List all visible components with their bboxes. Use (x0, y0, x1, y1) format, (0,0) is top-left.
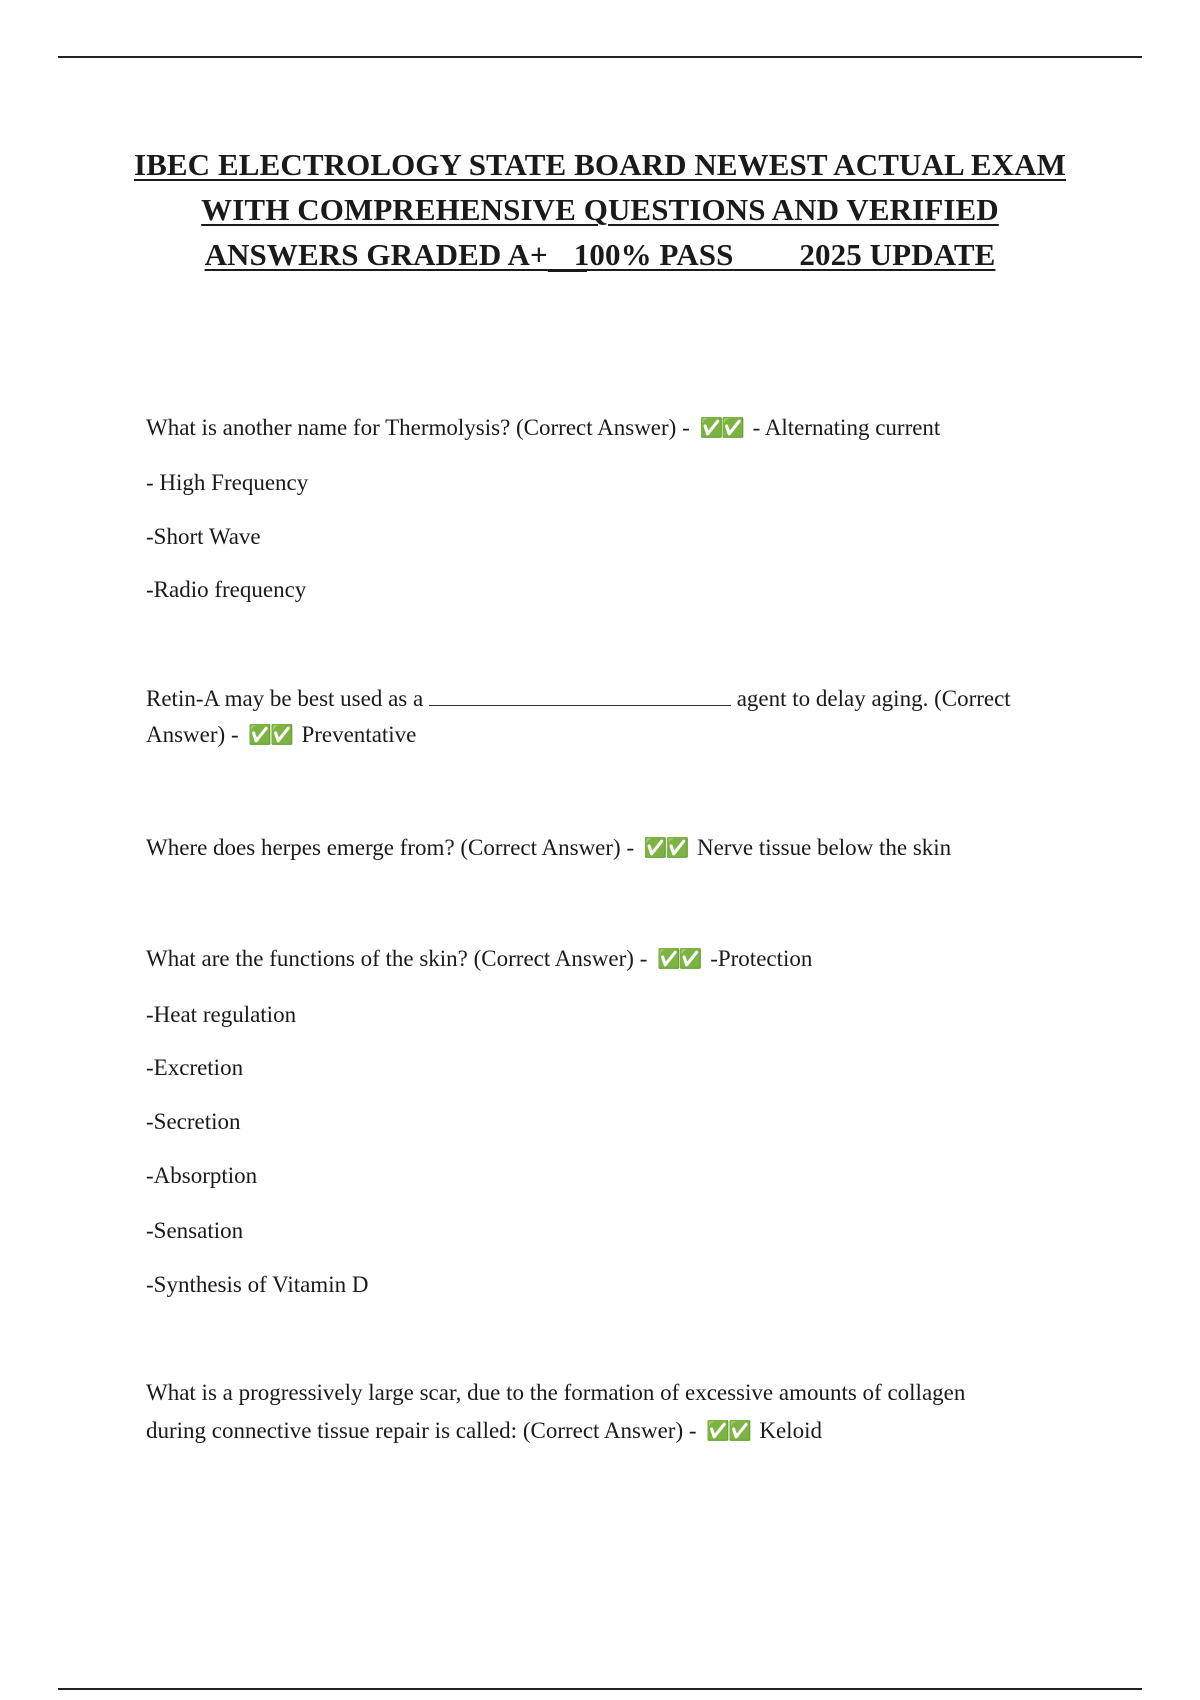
answer-continuation: -Absorption (146, 1163, 258, 1188)
top-rule (58, 56, 1142, 58)
answer-continuation: -Short Wave (146, 524, 261, 549)
answer-text: -Protection (710, 946, 813, 971)
question-text: Retin-A may be best used as a (146, 686, 424, 711)
answer-continuation: - High Frequency (146, 470, 309, 495)
question-text: What are the functions of the skin? (Correct Answer) - (146, 946, 648, 971)
answer-continuation: -Synthesis of Vitamin D (146, 1272, 369, 1297)
title-line-1: IBEC ELECTROLOGY STATE BOARD NEWEST ACTUAL EXAM (133, 147, 1067, 182)
qa-item-4 (146, 941, 1096, 977)
answer-continuation: -Sensation (146, 1218, 244, 1243)
bottom-rule (58, 1688, 1142, 1690)
answer-continuation: -Excretion (146, 1055, 244, 1080)
answer-text: - Alternating current (752, 415, 941, 440)
answer-text: Nerve tissue below the skin (696, 835, 952, 860)
question-text: Answer) - (146, 722, 239, 747)
qa-item-3 (146, 830, 1096, 866)
answer-continuation: -Radio frequency (146, 577, 307, 602)
answer-continuation: -Secretion (146, 1109, 241, 1134)
fill-in-blank (429, 685, 731, 706)
qa-item-5 (146, 1375, 1096, 1449)
qa-item-2 (146, 681, 1096, 753)
title-line-3b: 100% PASS (573, 237, 734, 272)
double-check-icon: ✅✅ (706, 1420, 750, 1442)
answer-text: Keloid (759, 1418, 822, 1443)
question-text: What is another name for Thermolysis? (Correct Answer) - (146, 415, 690, 440)
answer-text: Preventative (301, 722, 417, 747)
question-text: agent to delay aging. (Correct (736, 686, 1011, 711)
title-line-3a: ANSWERS GRADED A+ (204, 237, 548, 272)
double-check-icon: ✅✅ (657, 948, 701, 970)
question-text: Where does herpes emerge from? (Correct Answer) - (146, 835, 635, 860)
answer-continuation: -Heat regulation (146, 1002, 297, 1027)
title-line-2: WITH COMPREHENSIVE QUESTIONS AND VERIFIED (201, 192, 999, 227)
document-title (100, 142, 1100, 277)
qa-item-1 (146, 410, 1096, 446)
double-check-icon: ✅✅ (643, 837, 688, 859)
double-check-icon: ✅✅ (248, 724, 292, 746)
question-text: What is a progressively large scar, due to the formation of excessive amounts of collagen (146, 1380, 966, 1405)
title-line-3c: 2025 UPDATE (799, 237, 996, 272)
double-check-icon: ✅✅ (699, 417, 743, 439)
question-text: during connective tissue repair is called: (Correct Answer) - (146, 1418, 697, 1443)
